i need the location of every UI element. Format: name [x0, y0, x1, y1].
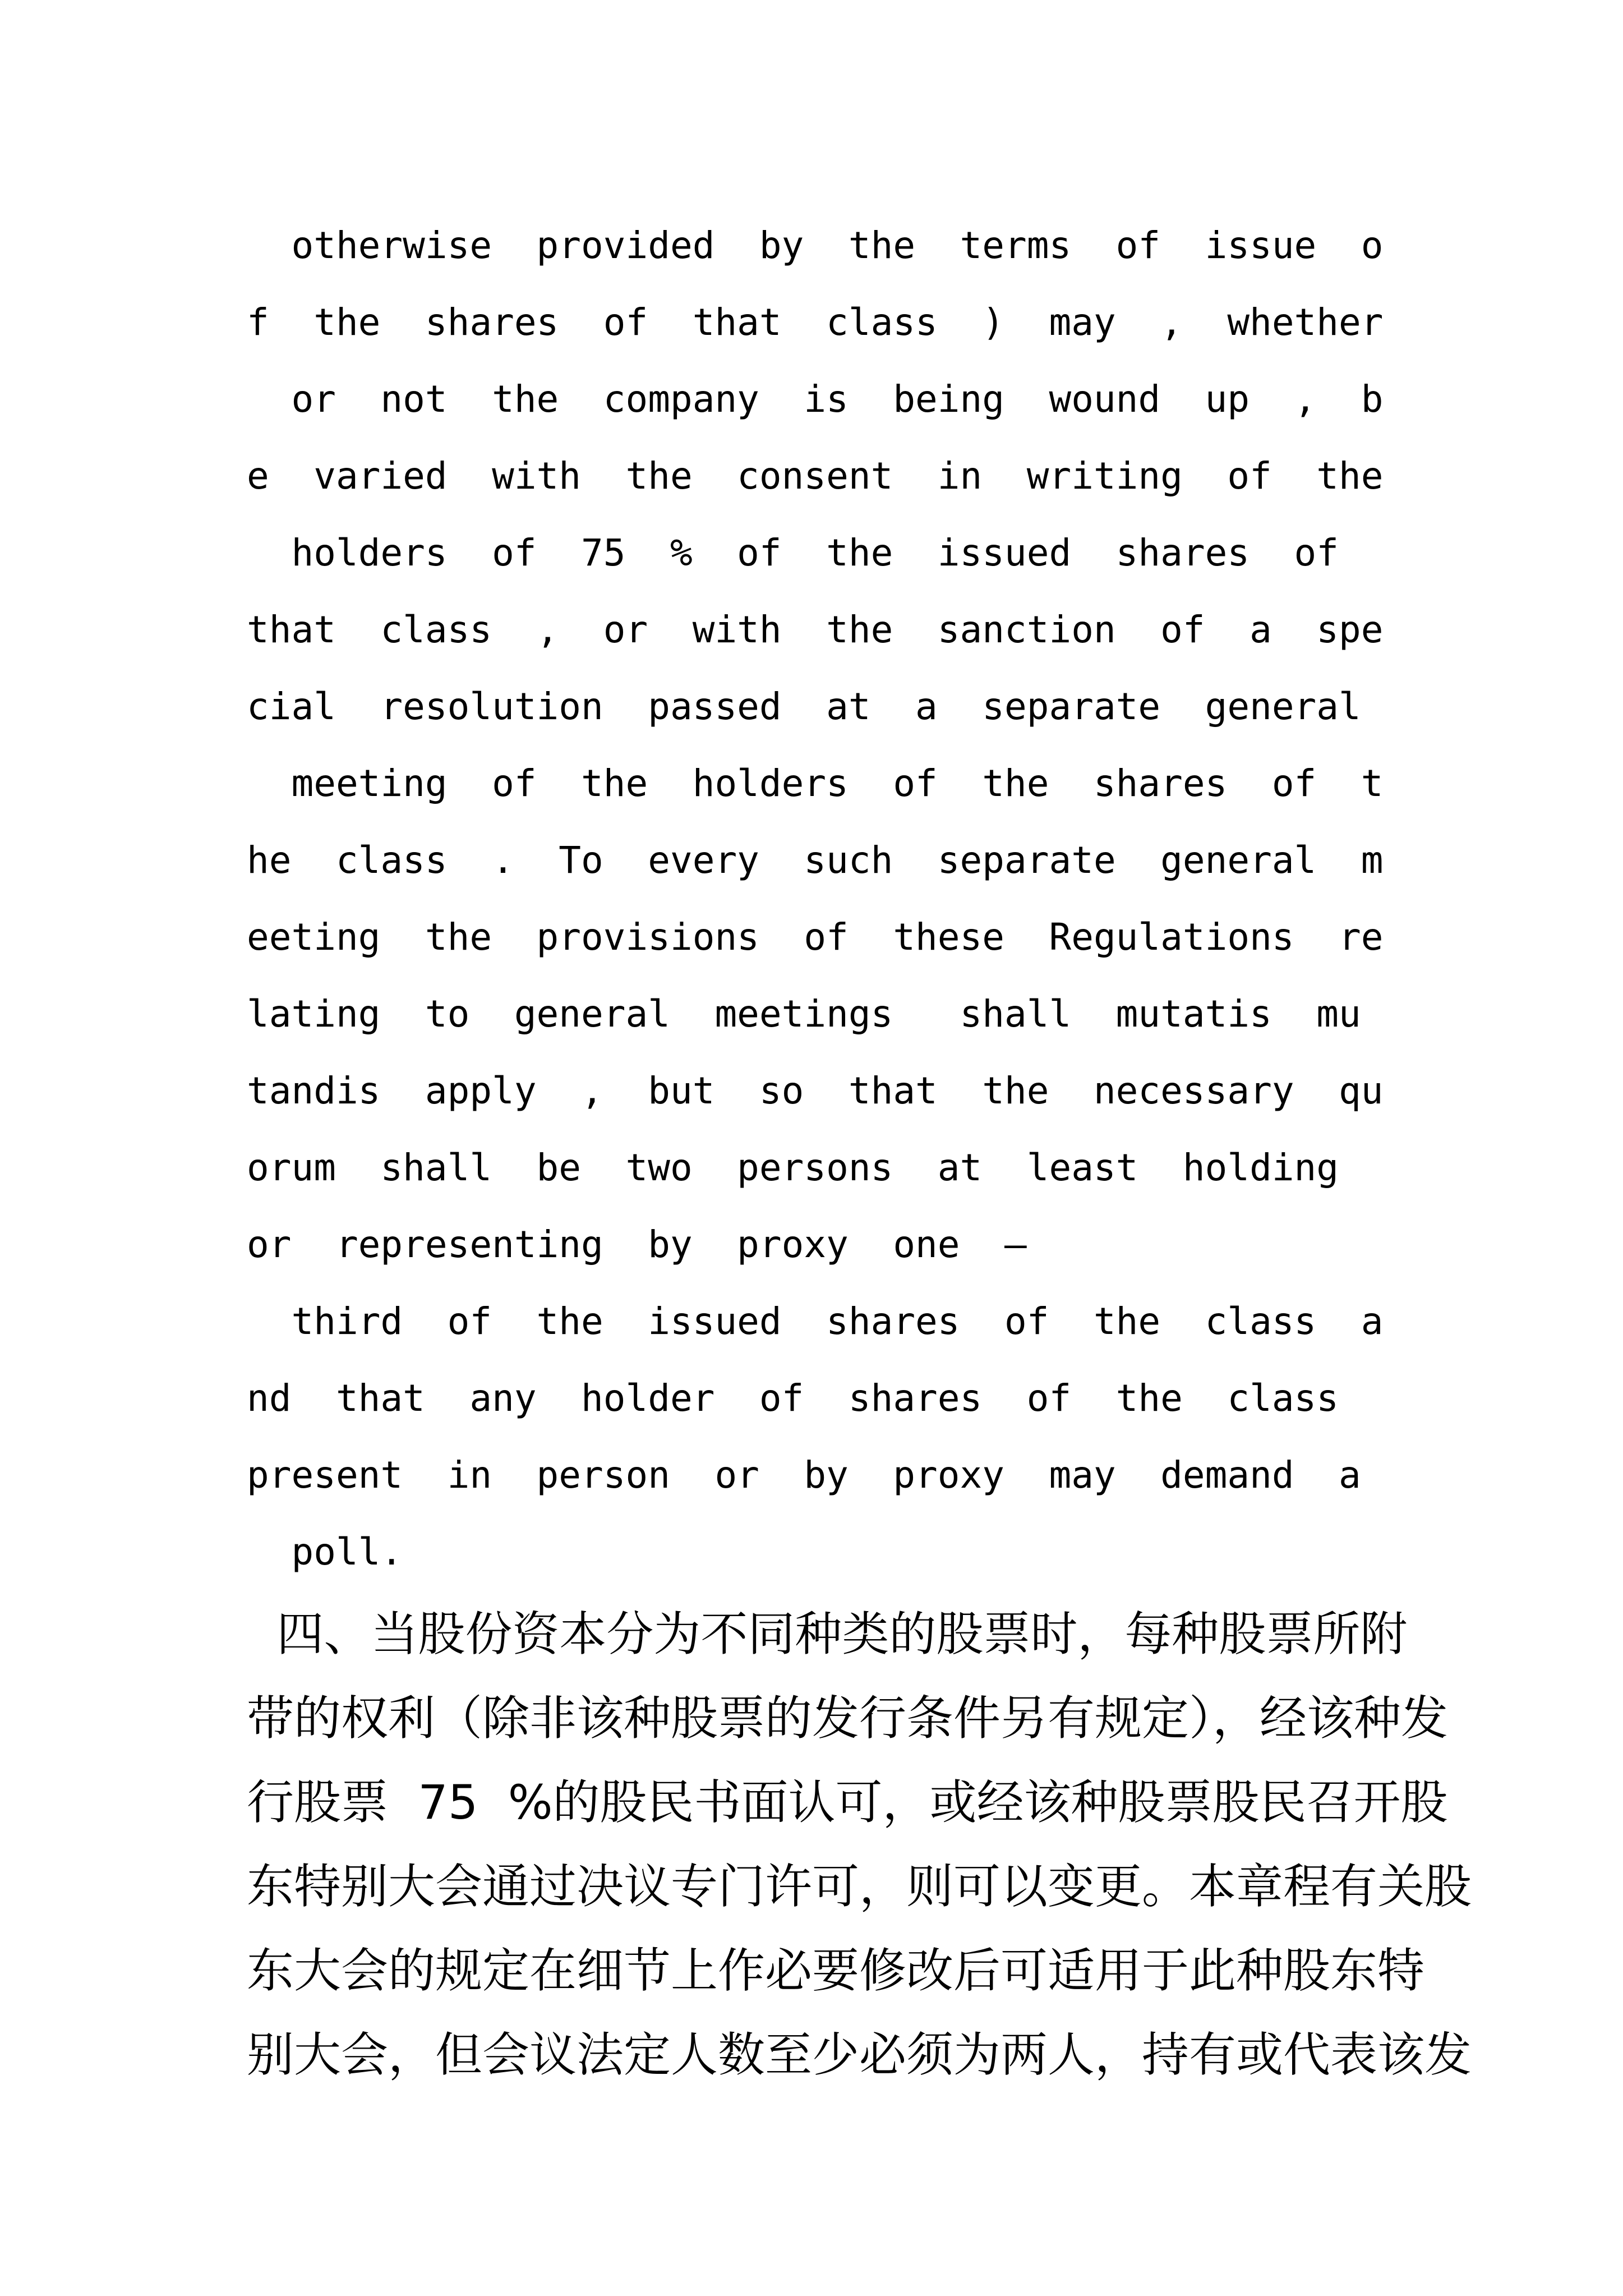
text-line: 四、当股份资本分为不同种类的股票时，每种股票所附 [247, 1607, 1408, 1662]
text-line: e varied with the consent in writing of the [247, 454, 1384, 498]
text-line: nd that any holder of shares of the class [247, 1377, 1339, 1420]
chinese-paragraph [247, 1600, 1472, 2105]
text-line: or not the company is being wound up , b [247, 378, 1384, 421]
text-line: third of the issued shares of the class a [247, 1300, 1384, 1343]
text-line: poll. [247, 1530, 403, 1573]
text-line: meeting of the holders of the shares of t [247, 762, 1384, 805]
text-line: 别大会，但会议法定人数至少必须为两人，持有或代表该发 [247, 2027, 1472, 2082]
text-line: tandis apply , but so that the necessary qu [247, 1069, 1384, 1112]
text-line: or representing by proxy one — [247, 1223, 1027, 1266]
text-line: 带的权利（除非该种股票的发行条件另有规定），经该种发 [247, 1691, 1449, 1746]
text-line: f the shares of that class ) may , whether [247, 301, 1384, 344]
text-line: 东特别大会通过决议专门许可，则可以变更。本章程有关股 [247, 1859, 1472, 1914]
text-line: holders of 75 % of the issued shares of [247, 531, 1339, 574]
text-line: 行股票 75 %的股民书面认可，或经该种股票股民召开股 [247, 1775, 1448, 1830]
text-line: orum shall be two persons at least holding [247, 1146, 1339, 1189]
text-line: present in person or by proxy may demand a [247, 1453, 1361, 1497]
text-line: lating to general meetings shall mutatis mu [247, 992, 1361, 1036]
text-line: 东大会的规定在细节上作必要修改后可适用于此种股东特 [247, 1943, 1425, 1998]
english-paragraph [247, 218, 1384, 1601]
text-line: cial resolution passed at a separate general [247, 685, 1361, 728]
text-line: that class , or with the sanction of a spe [247, 608, 1384, 651]
text-line: eeting the provisions of these Regulations re [247, 915, 1384, 959]
text-line: otherwise provided by the terms of issue o [247, 224, 1384, 267]
text-line: he class . To every such separate general m [247, 839, 1384, 882]
